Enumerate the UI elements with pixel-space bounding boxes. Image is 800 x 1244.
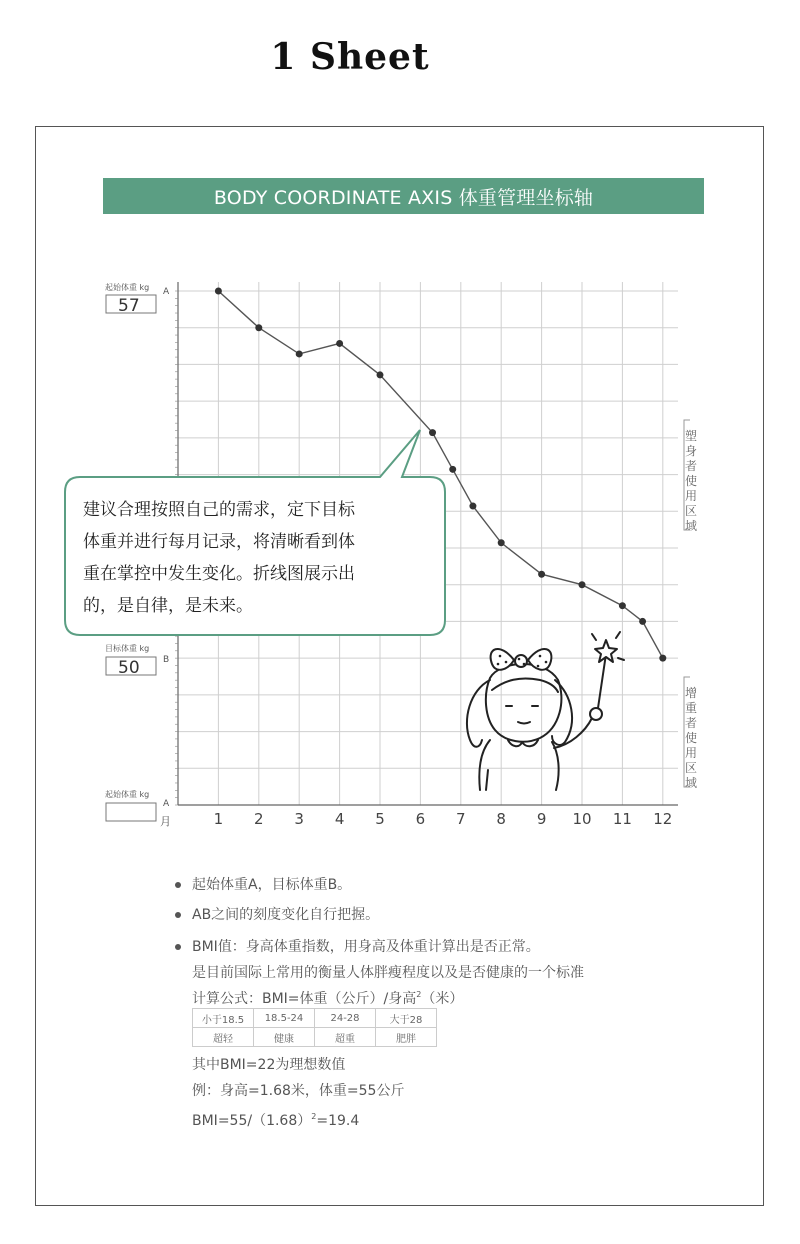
bmi-example-line: 例：身高=1.68米，体重=55公斤 (192, 1083, 405, 1099)
note-bullet-2: AB之间的刻度变化自行把握。 (172, 904, 379, 926)
bmi-formula-prefix: 计算公式：BMI=体重（公斤）/身高 (192, 991, 417, 1007)
bmi-formula (192, 988, 463, 1008)
bmi-table-row-labels (193, 1028, 437, 1047)
bmi-ideal: 其中BMI=22为理想数值 (192, 1057, 346, 1073)
x-tick-label: 5 (375, 810, 385, 828)
x-tick-label: 6 (415, 810, 426, 828)
note-bullet-1: 起始体重A，目标体重B。 (172, 874, 351, 896)
side-label-char: 区 (684, 504, 698, 518)
x-tick-label: 11 (612, 810, 632, 828)
side-label-char: 使 (684, 474, 698, 488)
x-tick-label: 3 (294, 810, 304, 828)
x-tick-label: 12 (653, 810, 673, 828)
bmi-label-cell: 超轻 (193, 1028, 254, 1047)
side-label-slimming (685, 429, 697, 533)
bmi-label-cell: 健康 (254, 1028, 315, 1047)
bmi-example (192, 1052, 404, 1134)
bmi-table-row-ranges (193, 1009, 437, 1028)
side-label-char: 域 (684, 776, 698, 790)
side-label-char: 用 (684, 746, 698, 760)
side-label-char: 用 (684, 489, 698, 503)
x-tick-label: 1 (213, 810, 224, 828)
data-point (449, 466, 456, 473)
start-weight-value: 57 (118, 296, 140, 316)
side-label-char: 者 (684, 459, 698, 473)
x-tick-label: 9 (536, 810, 547, 828)
data-point (255, 324, 262, 331)
callout-line-3: 重在掌控中发生变化。折线图展示出 (83, 564, 355, 584)
girl-with-wand-illustration (467, 632, 624, 790)
bmi-label-cell: 肥胖 (376, 1028, 437, 1047)
data-point (429, 429, 436, 436)
x-tick-label: 4 (334, 810, 345, 828)
side-label-gaining (685, 686, 697, 790)
side-label-char: 者 (684, 716, 698, 730)
data-point (336, 340, 343, 347)
data-point (538, 571, 545, 578)
side-label-char: 增 (684, 686, 698, 700)
bmi-range-cell: 小于18.5 (193, 1009, 254, 1028)
start-weight-label: 起始体重 kg (105, 283, 150, 292)
bmi-formula-suffix: （米） (421, 991, 464, 1007)
data-point (498, 539, 505, 546)
bottom-weight-box[interactable] (106, 803, 156, 821)
banner-title: BODY COORDINATE AXIS 体重管理坐标轴 (103, 178, 704, 214)
side-label-char: 重 (684, 701, 698, 715)
bmi-formula-sup: 2 (416, 990, 422, 999)
side-label-char: 区 (684, 761, 698, 775)
month-unit: 月 (160, 815, 171, 828)
target-weight-label: 目标体重 kg (105, 644, 150, 653)
data-point (619, 602, 626, 609)
side-label-char: 塑 (684, 429, 698, 443)
data-point (469, 503, 476, 510)
data-point (215, 288, 222, 295)
bmi-calc (192, 1104, 404, 1134)
bmi-calc-sup: 2 (311, 1112, 317, 1121)
point-a-bottom: A (163, 799, 170, 809)
point-a-top: A (163, 287, 170, 297)
bmi-calc-prefix: BMI=55/（1.68） (192, 1113, 312, 1129)
x-tick-label: 7 (456, 810, 466, 828)
data-point (639, 618, 646, 625)
note-bullet-3: BMI值：身高体重指数，用身高及体重计算出是否正常。 (172, 936, 540, 958)
page-title: 1 Sheet (270, 36, 430, 78)
point-b: B (163, 655, 170, 665)
bmi-range-cell: 24-28 (315, 1009, 376, 1028)
data-point (579, 581, 586, 588)
bmi-range-cell: 18.5-24 (254, 1009, 315, 1028)
x-tick-labels (214, 810, 673, 828)
bmi-table (192, 1008, 437, 1047)
data-point (296, 350, 303, 357)
bmi-calc-suffix: =19.4 (316, 1113, 360, 1129)
x-tick-label: 10 (572, 810, 592, 828)
bottom-weight-label: 起始体重 kg (105, 790, 150, 799)
data-point (659, 655, 666, 662)
bmi-description: 是目前国际上常用的衡量人体胖瘦程度以及是否健康的一个标准 (192, 965, 584, 981)
bmi-label-cell: 超重 (315, 1028, 376, 1047)
x-tick-label: 2 (254, 810, 264, 828)
callout-line-2: 体重并进行每月记录，将清晰看到体 (83, 532, 355, 552)
callout-line-4: 的，是自律，是未来。 (83, 596, 253, 616)
x-tick-label: 8 (496, 810, 506, 828)
side-label-char: 身 (684, 444, 698, 458)
bmi-range-cell: 大于28 (376, 1009, 437, 1028)
callout-line-1: 建议合理按照自己的需求，定下目标 (83, 500, 355, 520)
side-label-char: 域 (684, 519, 698, 533)
data-point (377, 371, 384, 378)
target-weight-value: 50 (118, 658, 140, 678)
side-label-char: 使 (684, 731, 698, 745)
